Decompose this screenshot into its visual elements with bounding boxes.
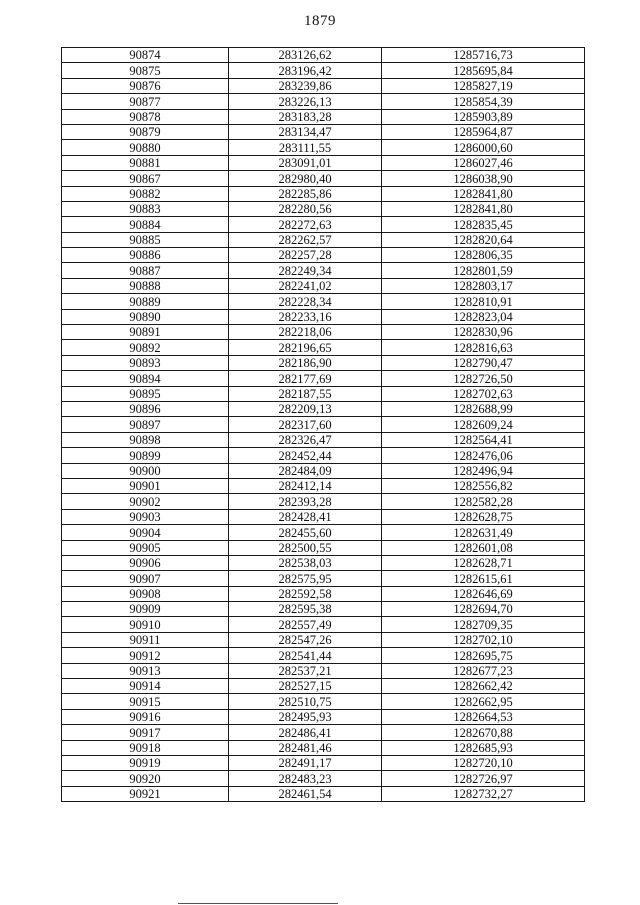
point-number-cell: 90881 bbox=[62, 155, 229, 170]
table-row bbox=[62, 663, 585, 678]
table-row bbox=[62, 278, 585, 293]
table-row bbox=[62, 109, 585, 124]
x-coordinate-cell: 282538,03 bbox=[229, 555, 382, 570]
y-coordinate-cell: 1282677,23 bbox=[382, 663, 585, 678]
y-coordinate-cell: 1282662,42 bbox=[382, 679, 585, 694]
table-row bbox=[62, 771, 585, 786]
point-number-cell: 90893 bbox=[62, 355, 229, 370]
point-number-cell: 90917 bbox=[62, 725, 229, 740]
page-number: 1879 bbox=[304, 13, 336, 29]
point-number-cell: 90867 bbox=[62, 171, 229, 186]
x-coordinate-cell: 282393,28 bbox=[229, 494, 382, 509]
coordinates-table-container bbox=[61, 47, 584, 802]
point-number-cell: 90890 bbox=[62, 309, 229, 324]
y-coordinate-cell: 1286000,60 bbox=[382, 140, 585, 155]
x-coordinate-cell: 282495,93 bbox=[229, 709, 382, 724]
point-number-cell: 90897 bbox=[62, 417, 229, 432]
point-number-cell: 90898 bbox=[62, 432, 229, 447]
table-row bbox=[62, 709, 585, 724]
x-coordinate-cell: 282455,60 bbox=[229, 525, 382, 540]
point-number-cell: 90896 bbox=[62, 401, 229, 416]
point-number-cell: 90918 bbox=[62, 740, 229, 755]
bottom-divider bbox=[178, 903, 338, 904]
x-coordinate-cell: 282257,28 bbox=[229, 248, 382, 263]
table-row bbox=[62, 309, 585, 324]
y-coordinate-cell: 1282702,10 bbox=[382, 632, 585, 647]
x-coordinate-cell: 282412,14 bbox=[229, 478, 382, 493]
y-coordinate-cell: 1282830,96 bbox=[382, 325, 585, 340]
y-coordinate-cell: 1285964,87 bbox=[382, 124, 585, 139]
x-coordinate-cell: 283196,42 bbox=[229, 63, 382, 78]
y-coordinate-cell: 1282720,10 bbox=[382, 755, 585, 770]
y-coordinate-cell: 1282476,06 bbox=[382, 448, 585, 463]
point-number-cell: 90905 bbox=[62, 540, 229, 555]
table-row bbox=[62, 401, 585, 416]
point-number-cell: 90882 bbox=[62, 186, 229, 201]
point-number-cell: 90884 bbox=[62, 217, 229, 232]
point-number-cell: 90877 bbox=[62, 94, 229, 109]
x-coordinate-cell: 282537,21 bbox=[229, 663, 382, 678]
y-coordinate-cell: 1282601,08 bbox=[382, 540, 585, 555]
y-coordinate-cell: 1282726,97 bbox=[382, 771, 585, 786]
point-number-cell: 90895 bbox=[62, 386, 229, 401]
y-coordinate-cell: 1282823,04 bbox=[382, 309, 585, 324]
point-number-cell: 90920 bbox=[62, 771, 229, 786]
point-number-cell: 90906 bbox=[62, 555, 229, 570]
table-row bbox=[62, 786, 585, 801]
table-row bbox=[62, 448, 585, 463]
x-coordinate-cell: 282461,54 bbox=[229, 786, 382, 801]
y-coordinate-cell: 1282631,49 bbox=[382, 525, 585, 540]
x-coordinate-cell: 282177,69 bbox=[229, 371, 382, 386]
point-number-cell: 90911 bbox=[62, 632, 229, 647]
table-row bbox=[62, 355, 585, 370]
point-number-cell: 90880 bbox=[62, 140, 229, 155]
point-number-cell: 90902 bbox=[62, 494, 229, 509]
table-row bbox=[62, 540, 585, 555]
point-number-cell: 90874 bbox=[62, 48, 229, 63]
x-coordinate-cell: 282280,56 bbox=[229, 201, 382, 216]
y-coordinate-cell: 1282816,63 bbox=[382, 340, 585, 355]
y-coordinate-cell: 1282841,80 bbox=[382, 201, 585, 216]
point-number-cell: 90886 bbox=[62, 248, 229, 263]
table-row bbox=[62, 602, 585, 617]
y-coordinate-cell: 1282609,24 bbox=[382, 417, 585, 432]
x-coordinate-cell: 282592,58 bbox=[229, 586, 382, 601]
y-coordinate-cell: 1282790,47 bbox=[382, 355, 585, 370]
point-number-cell: 90885 bbox=[62, 232, 229, 247]
point-number-cell: 90876 bbox=[62, 78, 229, 93]
table-row bbox=[62, 140, 585, 155]
table-row bbox=[62, 694, 585, 709]
x-coordinate-cell: 282326,47 bbox=[229, 432, 382, 447]
x-coordinate-cell: 282483,23 bbox=[229, 771, 382, 786]
x-coordinate-cell: 283183,28 bbox=[229, 109, 382, 124]
table-row bbox=[62, 48, 585, 63]
table-row bbox=[62, 155, 585, 170]
table-row bbox=[62, 94, 585, 109]
coordinates-table bbox=[61, 47, 585, 802]
point-number-cell: 90891 bbox=[62, 325, 229, 340]
x-coordinate-cell: 282249,34 bbox=[229, 263, 382, 278]
y-coordinate-cell: 1282685,93 bbox=[382, 740, 585, 755]
point-number-cell: 90909 bbox=[62, 602, 229, 617]
y-coordinate-cell: 1282688,99 bbox=[382, 401, 585, 416]
x-coordinate-cell: 282228,34 bbox=[229, 294, 382, 309]
table-row bbox=[62, 725, 585, 740]
x-coordinate-cell: 282980,40 bbox=[229, 171, 382, 186]
table-row bbox=[62, 494, 585, 509]
x-coordinate-cell: 282262,57 bbox=[229, 232, 382, 247]
table-row bbox=[62, 679, 585, 694]
table-row bbox=[62, 232, 585, 247]
table-row bbox=[62, 386, 585, 401]
y-coordinate-cell: 1285695,84 bbox=[382, 63, 585, 78]
point-number-cell: 90907 bbox=[62, 571, 229, 586]
y-coordinate-cell: 1282670,88 bbox=[382, 725, 585, 740]
table-row bbox=[62, 617, 585, 632]
table-row bbox=[62, 740, 585, 755]
y-coordinate-cell: 1282810,91 bbox=[382, 294, 585, 309]
point-number-cell: 90912 bbox=[62, 648, 229, 663]
point-number-cell: 90883 bbox=[62, 201, 229, 216]
x-coordinate-cell: 282218,06 bbox=[229, 325, 382, 340]
table-row bbox=[62, 648, 585, 663]
y-coordinate-cell: 1285716,73 bbox=[382, 48, 585, 63]
y-coordinate-cell: 1282820,64 bbox=[382, 232, 585, 247]
point-number-cell: 90875 bbox=[62, 63, 229, 78]
x-coordinate-cell: 282547,26 bbox=[229, 632, 382, 647]
y-coordinate-cell: 1282801,59 bbox=[382, 263, 585, 278]
y-coordinate-cell: 1286038,90 bbox=[382, 171, 585, 186]
x-coordinate-cell: 282510,75 bbox=[229, 694, 382, 709]
point-number-cell: 90899 bbox=[62, 448, 229, 463]
x-coordinate-cell: 282575,95 bbox=[229, 571, 382, 586]
table-row bbox=[62, 432, 585, 447]
table-row bbox=[62, 586, 585, 601]
y-coordinate-cell: 1285854,39 bbox=[382, 94, 585, 109]
x-coordinate-cell: 282186,90 bbox=[229, 355, 382, 370]
y-coordinate-cell: 1282556,82 bbox=[382, 478, 585, 493]
y-coordinate-cell: 1282628,75 bbox=[382, 509, 585, 524]
table-row bbox=[62, 555, 585, 570]
x-coordinate-cell: 282233,16 bbox=[229, 309, 382, 324]
point-number-cell: 90900 bbox=[62, 463, 229, 478]
x-coordinate-cell: 282272,63 bbox=[229, 217, 382, 232]
table-row bbox=[62, 525, 585, 540]
table-row bbox=[62, 417, 585, 432]
coordinates-table-body bbox=[62, 48, 585, 802]
x-coordinate-cell: 282428,41 bbox=[229, 509, 382, 524]
y-coordinate-cell: 1282695,75 bbox=[382, 648, 585, 663]
y-coordinate-cell: 1286027,46 bbox=[382, 155, 585, 170]
y-coordinate-cell: 1282628,71 bbox=[382, 555, 585, 570]
point-number-cell: 90915 bbox=[62, 694, 229, 709]
y-coordinate-cell: 1282582,28 bbox=[382, 494, 585, 509]
table-row bbox=[62, 171, 585, 186]
x-coordinate-cell: 282486,41 bbox=[229, 725, 382, 740]
point-number-cell: 90892 bbox=[62, 340, 229, 355]
y-coordinate-cell: 1285903,89 bbox=[382, 109, 585, 124]
y-coordinate-cell: 1282835,45 bbox=[382, 217, 585, 232]
y-coordinate-cell: 1282702,63 bbox=[382, 386, 585, 401]
x-coordinate-cell: 282595,38 bbox=[229, 602, 382, 617]
x-coordinate-cell: 282452,44 bbox=[229, 448, 382, 463]
x-coordinate-cell: 282481,46 bbox=[229, 740, 382, 755]
point-number-cell: 90913 bbox=[62, 663, 229, 678]
point-number-cell: 90887 bbox=[62, 263, 229, 278]
table-row bbox=[62, 78, 585, 93]
x-coordinate-cell: 282500,55 bbox=[229, 540, 382, 555]
point-number-cell: 90878 bbox=[62, 109, 229, 124]
table-row bbox=[62, 201, 585, 216]
y-coordinate-cell: 1282646,69 bbox=[382, 586, 585, 601]
x-coordinate-cell: 282484,09 bbox=[229, 463, 382, 478]
point-number-cell: 90894 bbox=[62, 371, 229, 386]
x-coordinate-cell: 283091,01 bbox=[229, 155, 382, 170]
x-coordinate-cell: 282541,44 bbox=[229, 648, 382, 663]
y-coordinate-cell: 1282564,41 bbox=[382, 432, 585, 447]
x-coordinate-cell: 282317,60 bbox=[229, 417, 382, 432]
point-number-cell: 90903 bbox=[62, 509, 229, 524]
y-coordinate-cell: 1282694,70 bbox=[382, 602, 585, 617]
table-row bbox=[62, 63, 585, 78]
point-number-cell: 90901 bbox=[62, 478, 229, 493]
x-coordinate-cell: 282196,65 bbox=[229, 340, 382, 355]
table-row bbox=[62, 217, 585, 232]
x-coordinate-cell: 282527,15 bbox=[229, 679, 382, 694]
point-number-cell: 90921 bbox=[62, 786, 229, 801]
x-coordinate-cell: 282491,17 bbox=[229, 755, 382, 770]
x-coordinate-cell: 283111,55 bbox=[229, 140, 382, 155]
y-coordinate-cell: 1282664,53 bbox=[382, 709, 585, 724]
table-row bbox=[62, 478, 585, 493]
table-row bbox=[62, 371, 585, 386]
table-row bbox=[62, 294, 585, 309]
table-row bbox=[62, 509, 585, 524]
point-number-cell: 90919 bbox=[62, 755, 229, 770]
y-coordinate-cell: 1282709,35 bbox=[382, 617, 585, 632]
table-row bbox=[62, 340, 585, 355]
x-coordinate-cell: 282557,49 bbox=[229, 617, 382, 632]
table-row bbox=[62, 325, 585, 340]
x-coordinate-cell: 282285,86 bbox=[229, 186, 382, 201]
x-coordinate-cell: 282209,13 bbox=[229, 401, 382, 416]
table-row bbox=[62, 755, 585, 770]
table-row bbox=[62, 263, 585, 278]
x-coordinate-cell: 283126,62 bbox=[229, 48, 382, 63]
table-row bbox=[62, 186, 585, 201]
x-coordinate-cell: 283239,86 bbox=[229, 78, 382, 93]
y-coordinate-cell: 1282496,94 bbox=[382, 463, 585, 478]
point-number-cell: 90908 bbox=[62, 586, 229, 601]
y-coordinate-cell: 1282615,61 bbox=[382, 571, 585, 586]
point-number-cell: 90910 bbox=[62, 617, 229, 632]
y-coordinate-cell: 1282726,50 bbox=[382, 371, 585, 386]
x-coordinate-cell: 283134,47 bbox=[229, 124, 382, 139]
y-coordinate-cell: 1285827,19 bbox=[382, 78, 585, 93]
y-coordinate-cell: 1282803,17 bbox=[382, 278, 585, 293]
y-coordinate-cell: 1282841,80 bbox=[382, 186, 585, 201]
table-row bbox=[62, 463, 585, 478]
table-row bbox=[62, 632, 585, 647]
point-number-cell: 90879 bbox=[62, 124, 229, 139]
y-coordinate-cell: 1282806,35 bbox=[382, 248, 585, 263]
table-row bbox=[62, 124, 585, 139]
point-number-cell: 90914 bbox=[62, 679, 229, 694]
x-coordinate-cell: 283226,13 bbox=[229, 94, 382, 109]
y-coordinate-cell: 1282732,27 bbox=[382, 786, 585, 801]
point-number-cell: 90889 bbox=[62, 294, 229, 309]
y-coordinate-cell: 1282662,95 bbox=[382, 694, 585, 709]
point-number-cell: 90888 bbox=[62, 278, 229, 293]
point-number-cell: 90904 bbox=[62, 525, 229, 540]
x-coordinate-cell: 282241,02 bbox=[229, 278, 382, 293]
table-row bbox=[62, 571, 585, 586]
x-coordinate-cell: 282187,55 bbox=[229, 386, 382, 401]
point-number-cell: 90916 bbox=[62, 709, 229, 724]
table-row bbox=[62, 248, 585, 263]
